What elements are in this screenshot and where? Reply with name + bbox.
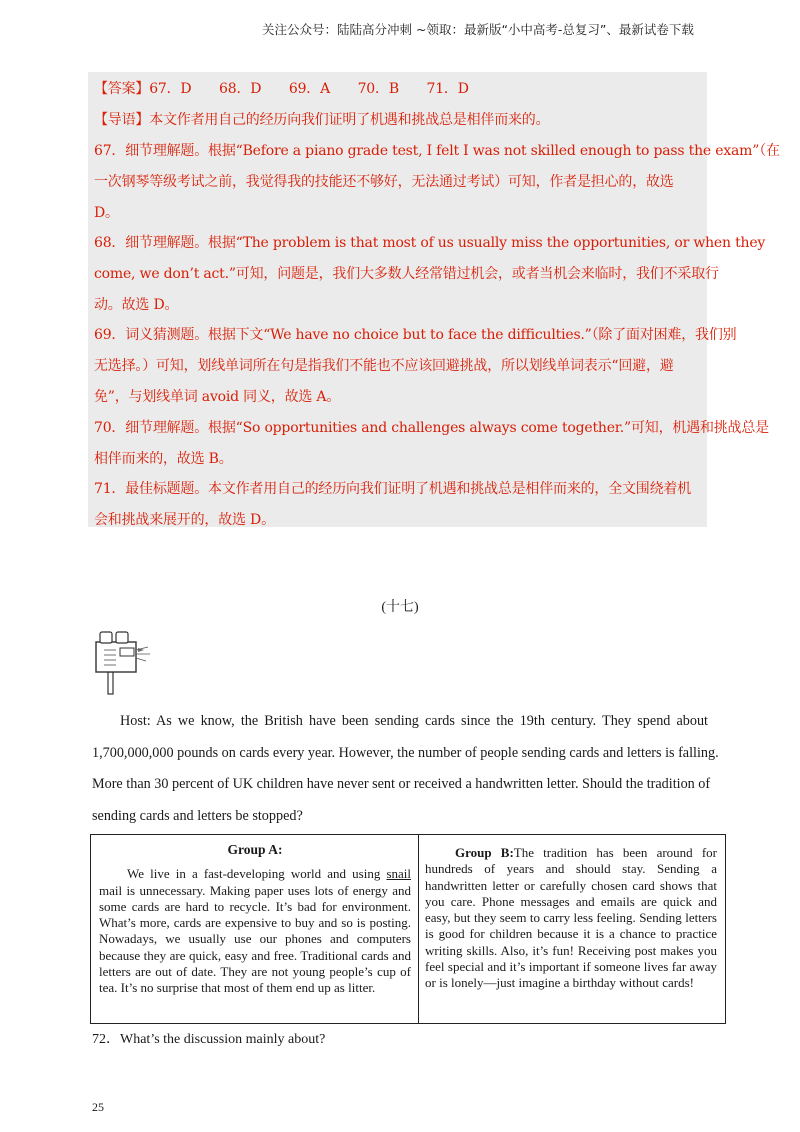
mailbox-icon — [90, 628, 160, 701]
explanation-line: D。 — [94, 205, 119, 221]
host-paragraph-line: Host: As we know, the British have been sending cards since the 19th century. They spend about — [120, 713, 708, 729]
group-a-text-end: mail is unnecessary. Making paper uses lots of energy and some cards are hard to recycle. It’s bad for environment. What’s more, cards are expensive to buy and so is posting. Nowadays, we usually use our phones and computers because they are quick, easy and free. Traditional cards and letters are out of date. They are not young people’s cup of tea. It’s no surprise that most of them end up as litter. — [99, 882, 411, 996]
explanation-line: 会和挑战来展开的，故选 D。 — [94, 512, 275, 528]
explanation-line: 一次钢琴等级考试之前，我觉得我的技能还不够好，无法通过考试）可知，作者是担心的，故选 — [94, 174, 674, 190]
explanation-line: 71．最佳标题题。本文作者用自己的经历向我们证明了机遇和挑战总是相伴而来的，全文围绕着机 — [94, 481, 692, 497]
explanation-line: come, we don’t act.”可知，问题是，我们大多数人经常错过机会，或者当机会来临时，我们不采取行 — [94, 266, 719, 282]
explanation-line: 相伴而来的，故选 B。 — [94, 451, 233, 467]
explanation-line: 动。故选 D。 — [94, 297, 179, 313]
explanation-line: 无选择。）可知，划线单词所在句是指我们不能也不应该回避挑战，所以划线单词表示“回避，避 — [94, 358, 674, 374]
group-a-cell — [99, 842, 411, 997]
host-paragraph-line: 1,700,000,000 pounds on cards every year. However, the number of people sending cards and letters is falling. — [92, 745, 719, 761]
explanation-line: 69．词义猜测题。根据下文“We have no choice but to face the difficulties.”（除了面对困难，我们别 — [94, 327, 737, 343]
guide-line: 【导语】本文作者用自己的经历向我们证明了机遇和挑战总是相伴而来的。 — [94, 112, 550, 128]
group-a-text — [99, 866, 411, 996]
page-number: 25 — [92, 1100, 104, 1114]
group-b-text: The tradition has been around for hundreds of years and should stay. Sending a handwritten letter or carefully chosen card shows that you care. Phone messages and emails are quick and easy, but they seem to carry less feeling. Sending letters is good for children because it is a chance to practice writing skills. Also, it’s fun! Receiving post makes you feel special and it’s important if someone lives far away or is lonely—just imagine a birthday without cards! — [425, 845, 717, 991]
section-title: (十七) — [381, 600, 419, 615]
table-divider — [418, 835, 419, 1023]
explanation-line: 68．细节理解题。根据“The problem is that most of us usually miss the opportunities, or when they — [94, 235, 766, 251]
explanation-line: 70．细节理解题。根据“So opportunities and challenges always come together.”可知，机遇和挑战总是 — [94, 420, 769, 436]
group-a-title: Group A: — [227, 842, 283, 857]
underlined-word: snail — [386, 866, 411, 882]
question-72: 72．What’s the discussion mainly about? — [92, 1032, 326, 1047]
page-header: 关注公众号：陆陆高分冲刺 ~领取：最新版“小中高考-总复习”、最新试卷下载 — [262, 22, 694, 37]
answer-explanation-box — [88, 72, 780, 528]
debate-table — [90, 834, 726, 1024]
host-paragraph-line: More than 30 percent of UK children have never sent or received a handwritten letter. Should the tradition of — [92, 776, 711, 792]
group-b-title: Group B: — [455, 845, 514, 860]
explanation-line: 免”，与划线单词 avoid 同义，故选 A。 — [94, 389, 341, 405]
explanation-line: 67．细节理解题。根据“Before a piano grade test, I felt I was not skilled enough to pass the exam”（在 — [94, 143, 780, 159]
host-paragraph-line: sending cards and letters be stopped? — [92, 808, 303, 824]
group-a-text-start: We live in a fast-developing world and using — [127, 866, 387, 882]
group-b-cell — [425, 845, 717, 992]
answer-line: 【答案】67．D 68．D 69．A 70．B 71．D — [94, 81, 469, 97]
